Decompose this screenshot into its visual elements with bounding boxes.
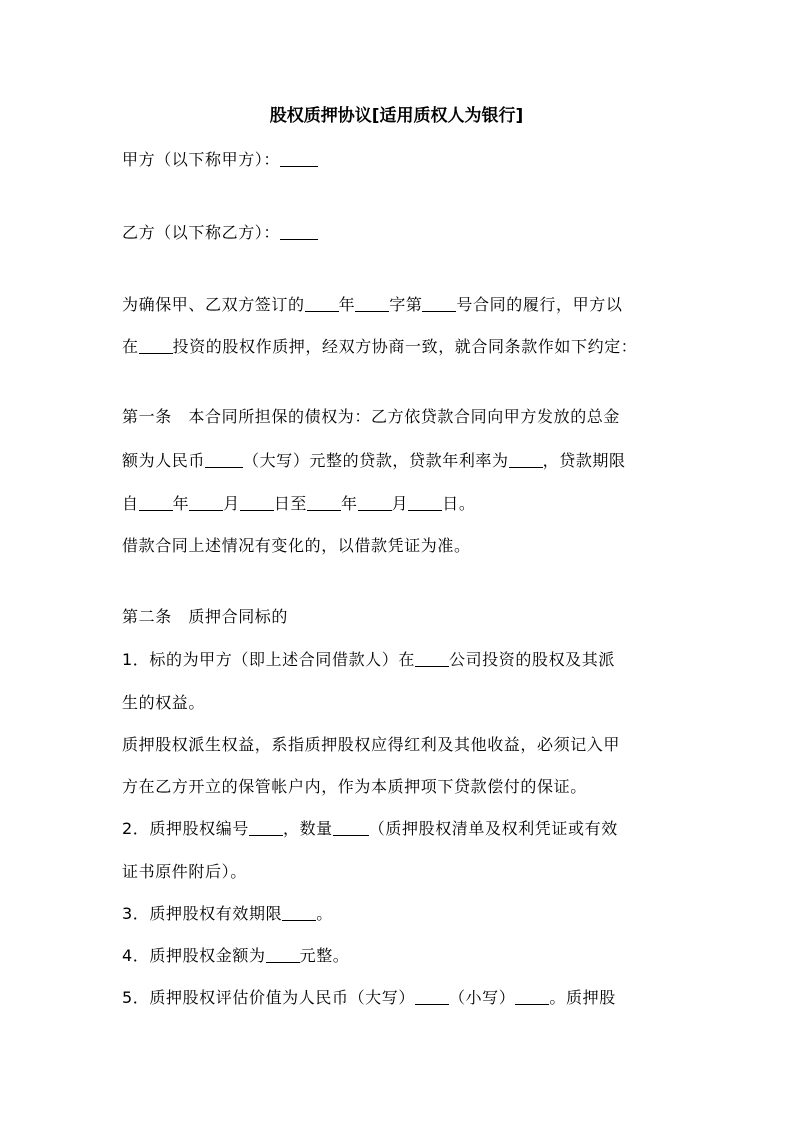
intro-line-1	[122, 294, 622, 316]
blank-field	[249, 819, 283, 836]
blank-field	[305, 295, 339, 312]
text-segment: 额为人民币	[122, 451, 206, 470]
text-segment: 。	[316, 904, 333, 923]
article-1-line-2	[122, 450, 626, 472]
text-segment: 年	[341, 494, 358, 513]
blank-field	[139, 494, 173, 511]
text-segment: 日至	[273, 494, 308, 513]
text-segment: 借款合同上述情况有变化的，以借款凭证为准。	[122, 536, 471, 555]
article-2-item-2-line-2	[122, 861, 247, 883]
blank-field	[280, 223, 318, 240]
article-2-item-2-line-1	[122, 818, 618, 840]
blank-field	[355, 295, 389, 312]
blank-field	[139, 337, 173, 354]
intro-line-2	[122, 336, 637, 358]
blank-field	[358, 494, 392, 511]
article-1-line-4	[122, 535, 471, 557]
blank-field	[280, 150, 318, 167]
article-2-item-1-line-1	[122, 649, 615, 671]
article-2-heading	[122, 606, 288, 628]
article-1-heading: 第一条 本合同所担保的债权为：乙方依贷款合同向甲方发放的总金	[122, 407, 621, 426]
text-segment: 日。	[442, 494, 476, 513]
blank-field	[189, 494, 223, 511]
text-segment: 4．质押股权金额为	[122, 946, 266, 965]
document-title: 股权质押协议[适用质权人为银行]	[269, 106, 524, 126]
text-segment: 年	[338, 295, 356, 314]
article-1-line-3	[122, 493, 475, 515]
text-segment: 2．质押股权编号	[122, 819, 249, 838]
blank-field	[415, 650, 449, 667]
text-segment: 1．标的为甲方（即上述合同借款人）在	[122, 650, 415, 669]
text-segment: 证书原件附后）。	[122, 862, 247, 881]
text-segment: （质押股权清单及权利凭证或有效	[368, 819, 618, 838]
blank-field	[509, 451, 543, 468]
article-2-para-line-2	[122, 776, 587, 798]
text-segment: 自	[122, 494, 139, 513]
party-b-line	[122, 222, 318, 244]
blank-field	[422, 295, 456, 312]
text-segment: 质押股权派生权益，系指质押股权应得红利及其他收益，必须记入甲	[122, 735, 621, 754]
text-segment: （大写）元整的贷款，贷款年利率为	[243, 451, 509, 470]
text-segment: ，数量	[282, 819, 333, 838]
article-2-item-1-line-2	[122, 692, 205, 714]
blank-field	[307, 494, 341, 511]
article-1-line-1	[122, 406, 620, 428]
blank-field	[205, 451, 243, 468]
text-segment: 月	[223, 494, 240, 513]
blank-field	[333, 819, 369, 836]
text-segment: 为确保甲、乙双方签订的	[122, 295, 305, 314]
article-2-title: 第二条 质押合同标的	[122, 607, 289, 626]
text-segment: 字第	[389, 295, 423, 314]
text-segment: （小写）	[448, 988, 516, 1007]
text-segment: 方在乙方开立的保管帐户内，作为本质押项下贷款偿付的保证。	[122, 777, 587, 796]
party-a-line	[122, 149, 318, 171]
party-b-label: 乙方（以下称乙方）：	[122, 223, 281, 242]
text-segment: ，贷款期限	[542, 451, 626, 470]
text-segment: 投资的股权作质押，经双方协商一致，就合同条款作如下约定：	[172, 337, 638, 356]
text-segment: 在	[122, 337, 139, 356]
text-segment: 月	[391, 494, 409, 513]
article-2-item-4	[122, 945, 349, 967]
article-2-item-5	[122, 987, 616, 1009]
text-segment: 元整。	[299, 946, 350, 965]
blank-field	[408, 494, 442, 511]
text-segment: 号合同的履行，甲方以	[456, 295, 623, 314]
article-2-para-line-1	[122, 734, 620, 756]
text-segment: 公司投资的股权及其派	[448, 650, 615, 669]
party-a-label: 甲方（以下称甲方）：	[122, 150, 281, 169]
blank-field	[515, 988, 549, 1005]
text-segment: 生的权益。	[122, 693, 206, 712]
article-2-item-3	[122, 903, 333, 925]
text-segment: 3．质押股权有效期限	[122, 904, 283, 923]
blank-field	[240, 494, 274, 511]
text-segment: 。质押股	[549, 988, 616, 1007]
blank-field	[266, 946, 300, 963]
blank-field	[282, 904, 316, 921]
blank-field	[415, 988, 449, 1005]
text-segment: 5．质押股权评估价值为人民币（大写）	[122, 988, 415, 1007]
text-segment: 年	[172, 494, 190, 513]
